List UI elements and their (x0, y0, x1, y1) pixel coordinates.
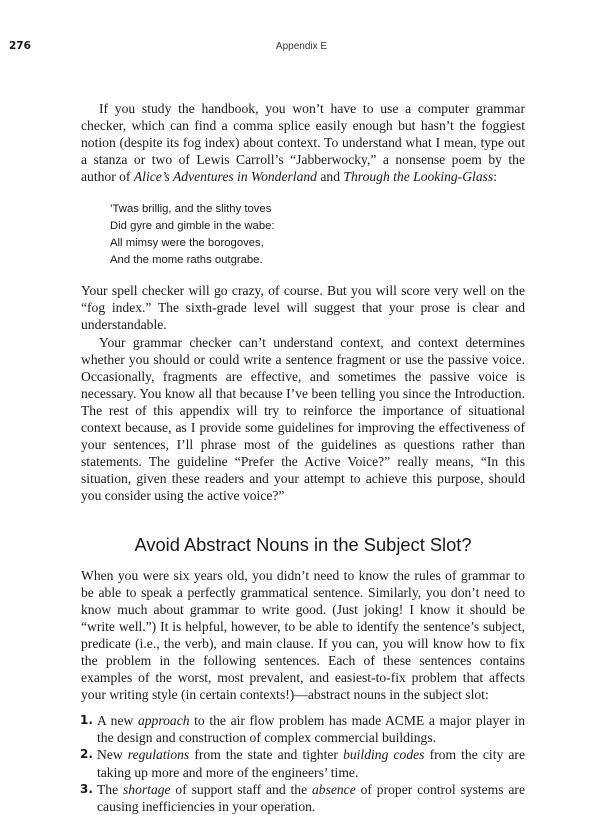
running-title: Appendix E (275, 41, 328, 52)
section-heading: Avoid Abstract Nouns in the Subject Slot? (134, 533, 472, 555)
book-title-looking-glass: Through the Looking-Glass (343, 169, 494, 185)
poem-line: Did gyre and gimble in the wabe: (110, 220, 275, 233)
poem-line: ’Twas brillig, and the slithy toves (110, 203, 272, 216)
grammar-checker-paragraph: Your grammar checker can’t understand context, and context determines whether you should or could write a sentence fragment or use the passive voice. Occasionally, fragments are effective, and sometimes the passive voice is necessary. You know all that because I’ve been telling you since the Introduction. The rest of this appendix will try to reinforce the importance of situational context because, as I provide some guidelines for improving the effectiveness of your sentences, I’ll phrase most of the guidelines as questions rather than statements. The guideline “Prefer the Active Voice?” really means, “In this situation, given these readers and your attempt to achieve this purpose, should you consider using the active voice?” (81, 334, 525, 504)
list-item (81, 746, 525, 780)
example-list (81, 712, 525, 815)
emphasized-noun: building codes (343, 747, 425, 763)
example-text: A new (97, 713, 138, 729)
list-item (81, 781, 525, 815)
jabberwocky-stanza (110, 201, 525, 268)
example-text: of support staff and the (170, 781, 312, 797)
example-text: of proper control systems are causing inefficiencies in your operation. (97, 781, 525, 814)
section-paragraph: When you were six years old, you didn’t need to know the rules of grammar to be able to speak a perfectly grammatical sentence. Similarly, you don’t need to know much about grammar to write good. (Just joking! I know it should be “write well.”) It is helpful, however, to be able to identify the sentence’s subject, predicate (i.e., the verb), and main clause. If you can, you will know how to fix the problem in the following sentences. Each of these sentences contains examples of the worst, most prevalent, and easiest-to-fix problem that affects your writing style (in certain contexts!)—abstract nouns in the subject slot: (81, 567, 525, 703)
intro-paragraph (81, 100, 525, 185)
emphasized-noun: shortage (123, 781, 171, 797)
book-title-alice: Alice’s Adventures in Wonderland (133, 169, 317, 185)
example-text: from the state and tighter (189, 747, 344, 763)
page-number: 276 (9, 40, 31, 52)
emphasized-noun: approach (137, 713, 190, 729)
example-text: New (97, 747, 128, 763)
example-text: The (97, 781, 123, 797)
list-number: 2. (80, 747, 93, 762)
spell-checker-paragraph: Your spell checker will go crazy, of course. But you will score very well on the “fog index.” The sixth-grade level will suggest that your prose is clear and understandable. (81, 283, 525, 333)
intro-text: If you study the handbook, you won’t have to use a computer grammar checker, which can find a comma splice easily enough but hasn’t the foggiest notion (despite its fog index) about context. To understand what I mean, type out a stanza or two of Lewis Carroll’s “Jabberwocky,” a nonsense poem by the author of (81, 101, 525, 185)
intro-conjunction: and (316, 169, 344, 185)
emphasized-noun: regulations (127, 747, 190, 763)
example-text: from the city are taking up more and more of the engineers’ time. (97, 747, 525, 780)
main-text (81, 100, 525, 815)
poem-line: All mimsy were the borogoves, (110, 236, 264, 249)
list-number: 1. (80, 713, 93, 728)
poem-line: And the mome raths outgrabe. (110, 253, 263, 266)
intro-colon: : (493, 169, 497, 185)
list-number: 3. (80, 781, 93, 796)
example-text: to the air flow problem has made ACME a major player in the design and construction of complex commercial buildings. (97, 713, 525, 746)
list-item (81, 712, 525, 746)
running-head (0, 40, 603, 56)
emphasized-noun: absence (311, 781, 356, 797)
